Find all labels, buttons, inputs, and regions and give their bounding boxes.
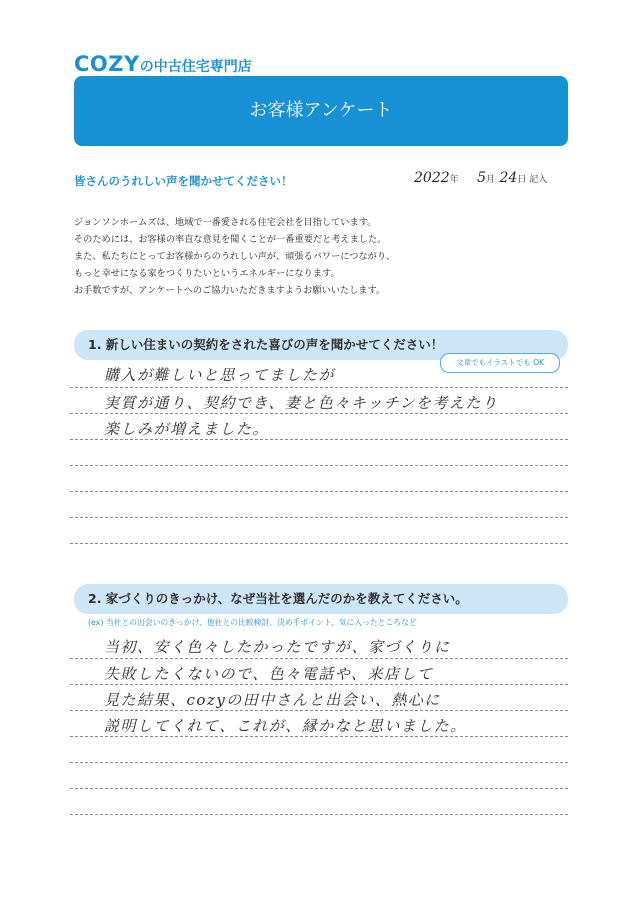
q2-answer-line: 見た結果、cozyの田中さんと出会い、熱心に xyxy=(104,691,441,709)
intro-paragraph xyxy=(74,214,395,299)
date-month-unit: 月 xyxy=(486,175,496,185)
question-1-title: 1. 新しい住まいの契約をされた喜びの声を聞かせてください！ xyxy=(88,337,444,352)
title-banner xyxy=(74,76,568,146)
q1-answer-line: 楽しみが増えました。 xyxy=(104,420,270,438)
answer-line xyxy=(70,413,568,414)
q2-answer-line: 説明してくれて、これが、縁かなと思いました。 xyxy=(104,717,467,735)
date-month: 5 xyxy=(477,170,487,186)
question-2-header xyxy=(74,584,568,614)
answer-line xyxy=(70,814,568,815)
answer-line xyxy=(70,517,568,518)
answer-line xyxy=(70,491,568,492)
q1-answer-line: 購入が難しいと思ってましたが xyxy=(104,366,336,384)
brand-logo: COZY xyxy=(74,52,140,76)
intro-line: そのためには、お客様の率直な意見を聞くことが一番重要だと考えました。 xyxy=(74,234,387,245)
answer-line xyxy=(70,439,568,440)
page-title: お客様アンケート xyxy=(249,100,393,121)
question-1-note-badge: 文章でもイラストでも OK xyxy=(440,353,560,373)
intro-line: また、私たちにとってお客様からのうれしい声が、頑張るパワーにつながり、 xyxy=(74,251,396,262)
answer-line xyxy=(70,736,568,737)
date-year: 2022 xyxy=(414,170,450,186)
question-2-title: 2. 家づくりのきっかけ、なぜ当社を選んだのかを教えてください。 xyxy=(88,591,468,606)
date-day-unit: 日 記入 xyxy=(517,175,548,185)
intro-line: お手数ですが、アンケートへのご協力いただきますようお願いいたします。 xyxy=(74,285,386,296)
question-2-hint: (ex) 当社との出会いのきっかけ、他社との比較検討、決め手ポイント、気に入ったところなど xyxy=(88,618,417,627)
date-field xyxy=(414,170,547,186)
intro-line: もっと幸せになる家をつくりたいというエネルギーになります。 xyxy=(74,268,340,279)
answer-line xyxy=(70,465,568,466)
q1-answer-line: 実質が通り、契約でき、妻と色々キッチンを考えたり xyxy=(104,394,499,412)
date-day: 24 xyxy=(499,170,518,186)
answer-line xyxy=(70,387,568,388)
intro-line: ジョンソンホームズは、地域で一番愛される住宅会社を目指しています。 xyxy=(74,217,377,228)
date-year-unit: 年 xyxy=(449,175,459,185)
brand-tagline: の中古住宅専門店 xyxy=(139,59,252,75)
answer-line xyxy=(70,788,568,789)
answer-line xyxy=(70,762,568,763)
answer-line xyxy=(70,710,568,711)
answer-line xyxy=(70,684,568,685)
answer-line xyxy=(70,543,568,544)
q2-answer-line: 当初、安く色々したかったですが、家づくりに xyxy=(104,638,451,656)
lead-text: 皆さんのうれしい声を聞かせてください！ xyxy=(74,174,293,188)
q2-answer-line: 失敗したくないので、色々電話や、来店して xyxy=(104,665,434,683)
brand-header xyxy=(74,52,252,76)
answer-line xyxy=(70,658,568,659)
